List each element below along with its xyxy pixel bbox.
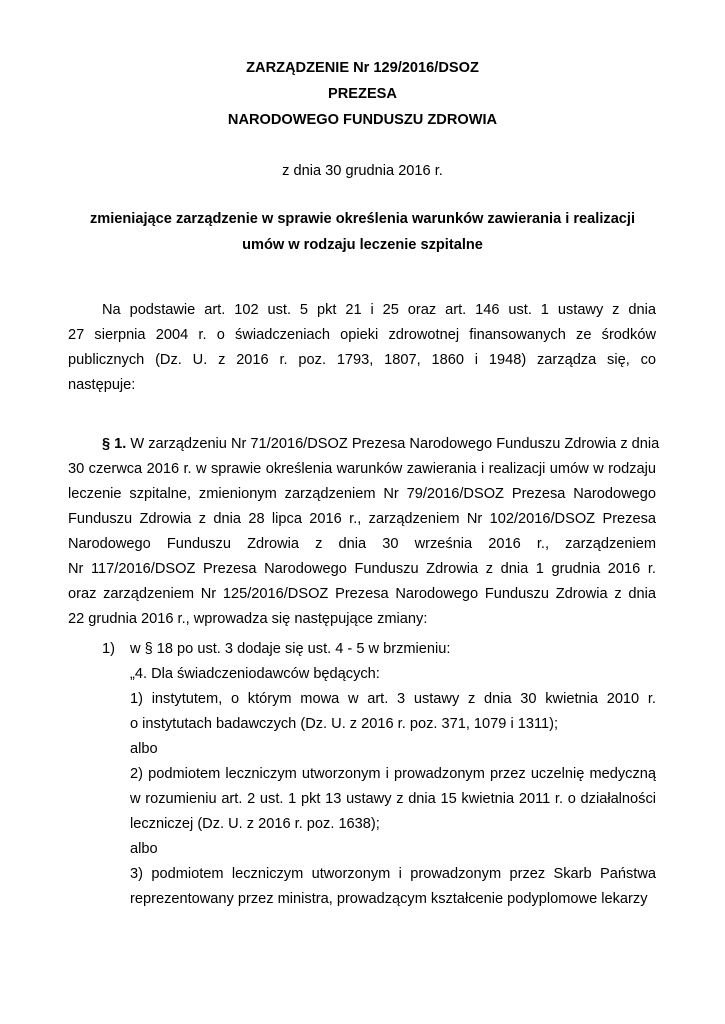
preamble-line: Na podstawie art. 102 ust. 5 pkt 21 i 25 oraz art. 146 ust. 1 ustawy z dnia	[102, 302, 656, 318]
section-1-line: 22 grudnia 2016 r., wprowadza się następujące zmiany:	[68, 611, 428, 627]
section-1-first-line	[68, 432, 660, 457]
sub-item-2-line: 2) podmiotem leczniczym utworzonym i prowadzonym przez uczelnię medyczną	[130, 766, 656, 782]
section-mark: § 1.	[102, 436, 127, 452]
section-1-line: leczenie szpitalne, zmienionym zarządzeniem Nr 79/2016/DSOZ Prezesa Narodowego	[68, 486, 656, 502]
sub-item-2-line: w rozumieniu art. 2 ust. 1 pkt 13 ustawy z dnia 15 kwietnia 2011 r. o działalności	[130, 791, 656, 807]
section-1-line: 30 czerwca 2016 r. w sprawie określenia warunków zawierania i realizacji umów w rodzaju	[68, 461, 656, 477]
preamble-line: 27 sierpnia 2004 r. o świadczeniach opieki zdrowotnej finansowanych ze środków	[68, 327, 656, 343]
issuer-name: NARODOWEGO FUNDUSZU ZDROWIA	[227, 112, 498, 128]
item-1-number: 1)	[102, 641, 115, 657]
sub-item-3-line: reprezentowany przez ministra, prowadzącym kształcenie podyplomowe lekarzy	[130, 891, 648, 907]
quote-start: „4. Dla świadczeniodawców będących:	[130, 666, 380, 682]
section-1-line: oraz zarządzeniem Nr 125/2016/DSOZ Prezesa Narodowego Funduszu Zdrowia z dnia	[68, 586, 656, 602]
sub-item-3-line: 3) podmiotem leczniczym utworzonym i prowadzonym przez Skarb Państwa	[130, 866, 656, 882]
section-1-line: Nr 117/2016/DSOZ Prezesa Narodowego Funduszu Zdrowia z dnia 1 grudnia 2016 r.	[68, 561, 656, 577]
issuer-title: PREZESA	[328, 86, 397, 102]
preamble-line: publicznych (Dz. U. z 2016 r. poz. 1793, 1807, 1860 i 1948) zarządza się, co	[68, 352, 656, 368]
albo-text: albo	[130, 841, 158, 857]
sub-item-2-line: leczniczej (Dz. U. z 2016 r. poz. 1638);	[130, 816, 380, 832]
order-title: ZARZĄDZENIE Nr 129/2016/DSOZ	[246, 60, 479, 76]
item-1	[130, 637, 656, 912]
order-date: z dnia 30 grudnia 2016 r.	[282, 163, 443, 179]
albo-text: albo	[130, 741, 158, 757]
preamble-line: następuje:	[68, 377, 136, 393]
section-1	[68, 432, 660, 632]
section-1-line: Narodowego Funduszu Zdrowia z dnia 30 września 2016 r., zarządzeniem	[68, 536, 656, 552]
sub-item-1-line: o instytutach badawczych (Dz. U. z 2016 r. poz. 371, 1079 i 1311);	[130, 716, 559, 732]
section-1-text: W zarządzeniu Nr 71/2016/DSOZ Prezesa Narodowego Funduszu Zdrowia z dnia	[126, 436, 660, 452]
subject-line-2: umów w rodzaju leczenie szpitalne	[242, 237, 483, 253]
item-1-intro: w § 18 po ust. 3 dodaje się ust. 4 - 5 w brzmieniu:	[130, 641, 451, 657]
section-1-line: Funduszu Zdrowia z dnia 28 lipca 2016 r., zarządzeniem Nr 102/2016/DSOZ Prezesa	[68, 511, 656, 527]
sub-item-1-line: 1) instytutem, o którym mowa w art. 3 ustawy z dnia 30 kwietnia 2010 r.	[130, 691, 656, 707]
subject-line-1: zmieniające zarządzenie w sprawie określenia warunków zawierania i realizacji	[89, 211, 636, 227]
preamble	[68, 298, 656, 398]
